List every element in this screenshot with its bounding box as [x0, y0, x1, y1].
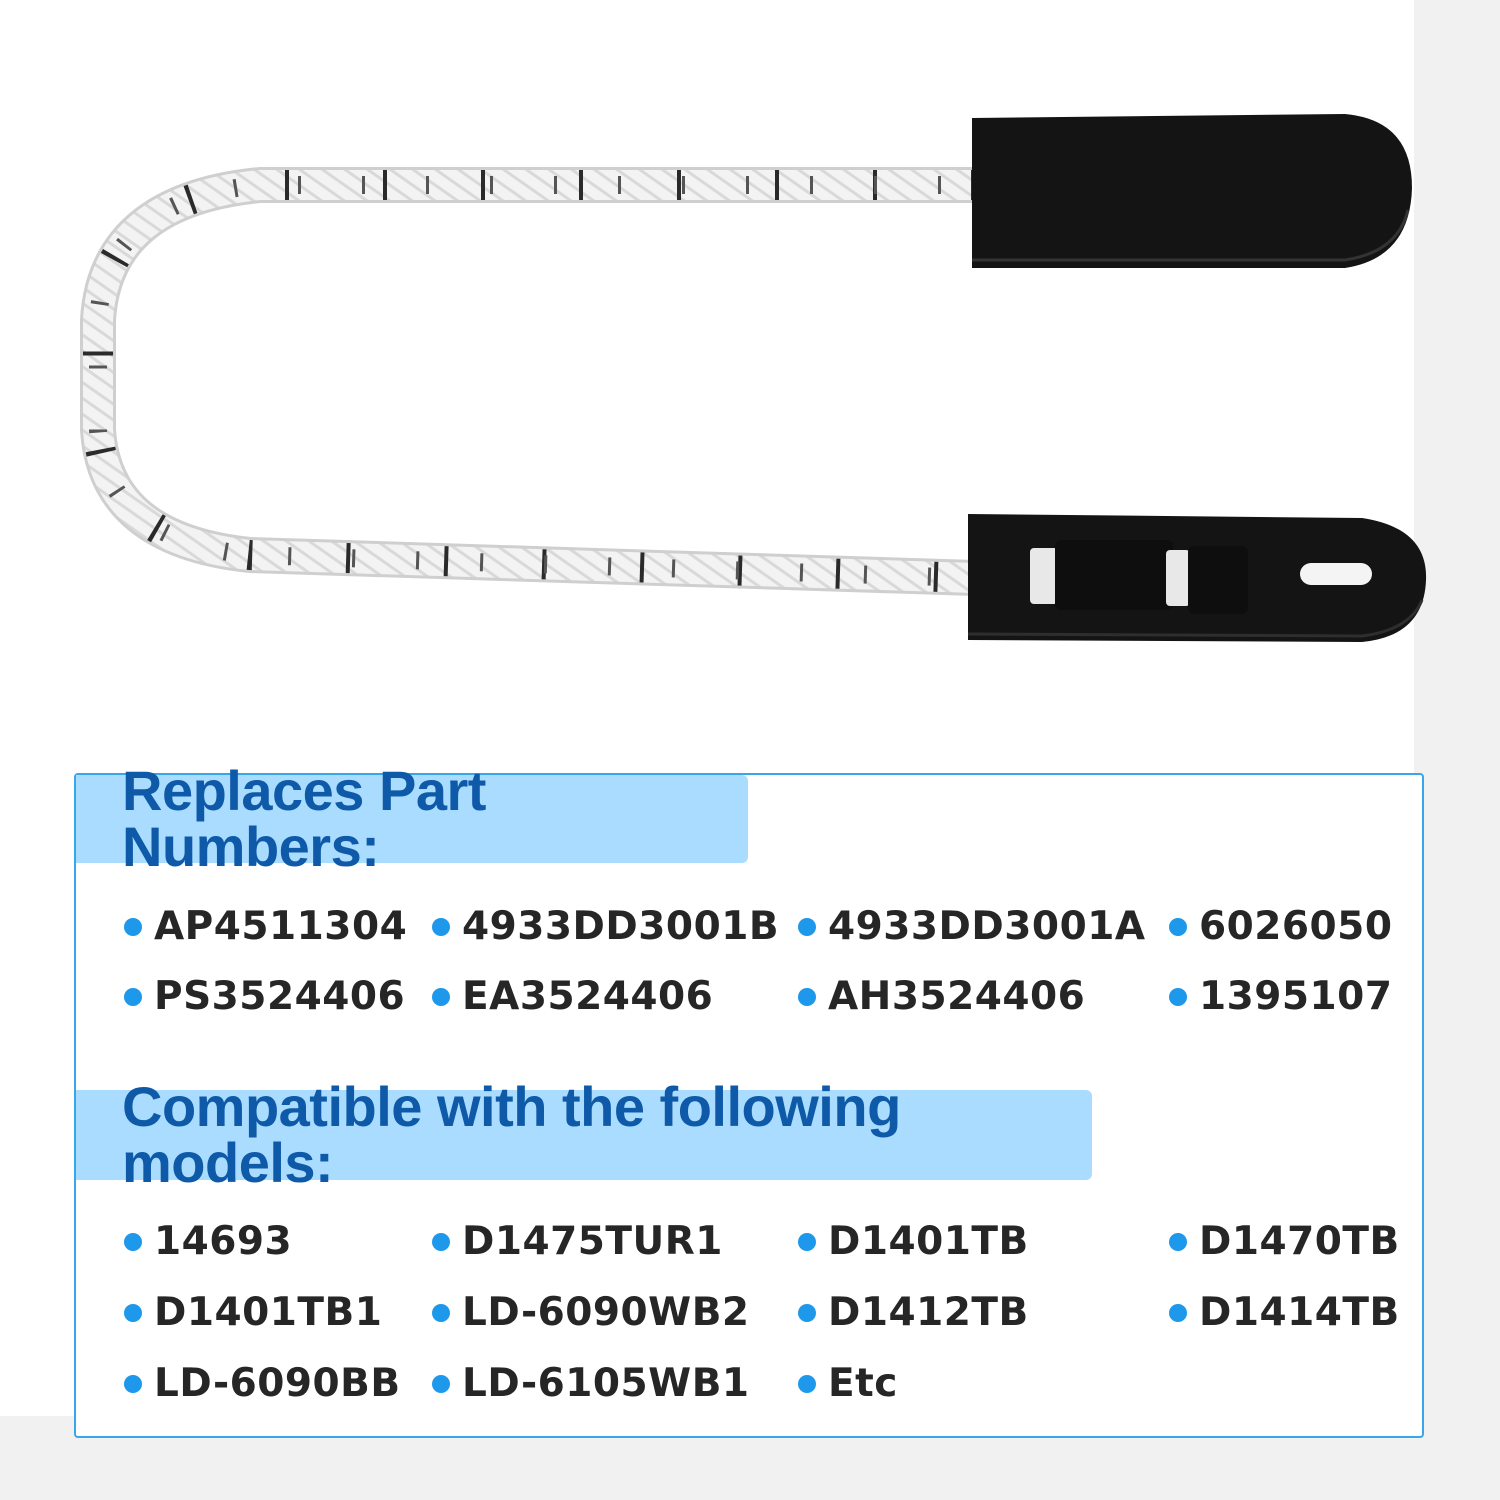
part-number-item: EA3524406 [432, 974, 713, 1019]
part-numbers-heading: Replaces Part Numbers: [76, 775, 748, 863]
bullet-icon [432, 1304, 450, 1322]
bullet-icon [798, 1304, 816, 1322]
part-number-item: 6026050 [1169, 904, 1392, 949]
bullet-icon [1169, 1233, 1187, 1251]
model-item: 14693 [124, 1219, 292, 1264]
model-item: D1470TB [1169, 1219, 1400, 1264]
bullet-icon [798, 1375, 816, 1393]
model-item: LD-6090BB [124, 1361, 401, 1406]
bullet-icon [124, 1233, 142, 1251]
model-item: D1414TB [1169, 1290, 1400, 1335]
model-item: LD-6105WB1 [432, 1361, 750, 1406]
bullet-icon [124, 918, 142, 936]
compatible-models-heading: Compatible with the following models: [76, 1090, 1092, 1180]
bullet-icon [1169, 1304, 1187, 1322]
part-number-item: AP4511304 [124, 904, 407, 949]
model-item: D1412TB [798, 1290, 1029, 1335]
model-item: Etc [798, 1361, 898, 1406]
bullet-icon [124, 988, 142, 1006]
cable-end-top [972, 114, 1412, 268]
bullet-icon [432, 988, 450, 1006]
bullet-icon [798, 918, 816, 936]
bullet-icon [124, 1375, 142, 1393]
bullet-icon [798, 1233, 816, 1251]
model-item: D1401TB1 [124, 1290, 382, 1335]
part-number-item: PS3524406 [124, 974, 405, 1019]
model-item: LD-6090WB2 [432, 1290, 750, 1335]
part-number-item: AH3524406 [798, 974, 1085, 1019]
bullet-icon [432, 918, 450, 936]
part-number-item: 1395107 [1169, 974, 1392, 1019]
bullet-icon [432, 1233, 450, 1251]
part-number-item: 4933DD3001A [798, 904, 1146, 949]
model-item: D1401TB [798, 1219, 1029, 1264]
bullet-icon [1169, 988, 1187, 1006]
bullet-icon [798, 988, 816, 1006]
cable [98, 185, 975, 578]
bullet-icon [1169, 918, 1187, 936]
bullet-icon [432, 1375, 450, 1393]
model-item: D1475TUR1 [432, 1219, 723, 1264]
part-number-item: 4933DD3001B [432, 904, 779, 949]
cable-end-bottom [968, 514, 1426, 642]
bullet-icon [124, 1304, 142, 1322]
